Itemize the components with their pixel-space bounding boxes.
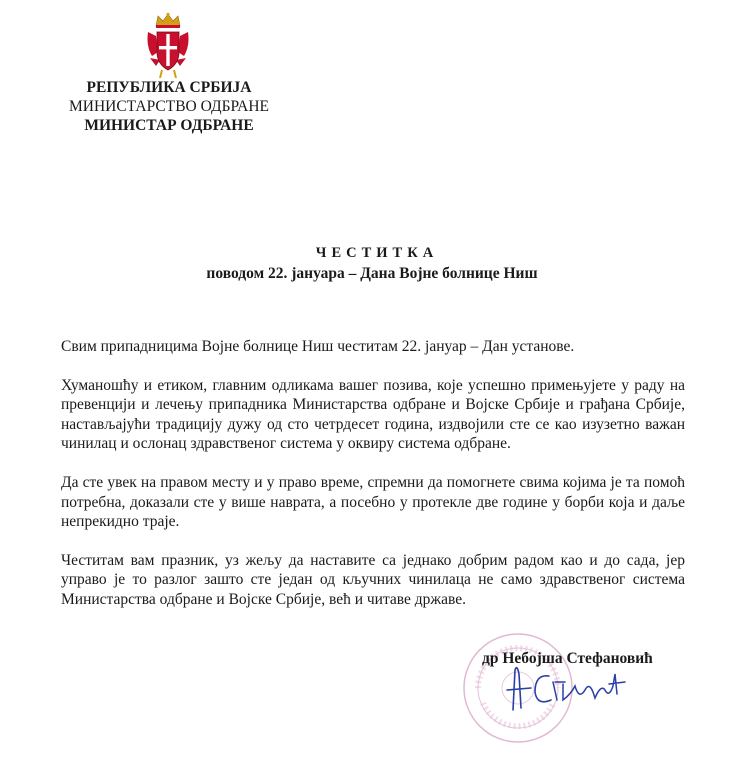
paragraph: Хуманошћу и етиком, главним одликама вашег позива, које успешно примењујете у раду на превенцији и лечењу припадника Министарства одбране и Војске Србије и грађана Србије, настављајући традицију дужу од сто четрдесет година, издвојили сте се као изузетно важан чинилац и ослонац здравственог система у оквиру система одбране. (61, 376, 685, 453)
letter-body (61, 337, 685, 629)
letterhead-ministry: МИНИСТАРСТВО ОДБРАНЕ (68, 98, 269, 115)
letterhead (64, 78, 274, 135)
signatory-name: др Небојша Стефановић (482, 650, 653, 667)
title-block (0, 245, 744, 283)
document-subtitle: поводом 22. јануара – Дана Војне болнице Ниш (206, 265, 538, 282)
serbian-coat-of-arms-icon (144, 12, 192, 80)
paragraph: Свим припадницима Војне болнице Ниш честитам 22. јануар – Дан установе. (61, 338, 575, 355)
handwritten-signature-icon (497, 660, 647, 715)
paragraph: Да сте увек на правом месту и у право време, спремни да помогнете свима којима је та помоћ потребна, доказали сте у више наврата, а посебно у протекле две године у борби која и даље непрекидно траје. (61, 473, 685, 531)
letterhead-minister: МИНИСТАР ОДБРАНЕ (84, 117, 254, 134)
document-title: ЧЕСТИТКА (315, 245, 439, 261)
paragraph: Честитам вам празник, уз жељу да наставите са једнако добрим радом као и до сада, јер управо је то разлог зашто сте један од кључних чинилаца не само здравственог система Министарства одбране и Војске Србије, већ и читаве државе. (61, 551, 685, 608)
letterhead-republic: РЕПУБЛИКА СРБИЈА (86, 79, 252, 96)
